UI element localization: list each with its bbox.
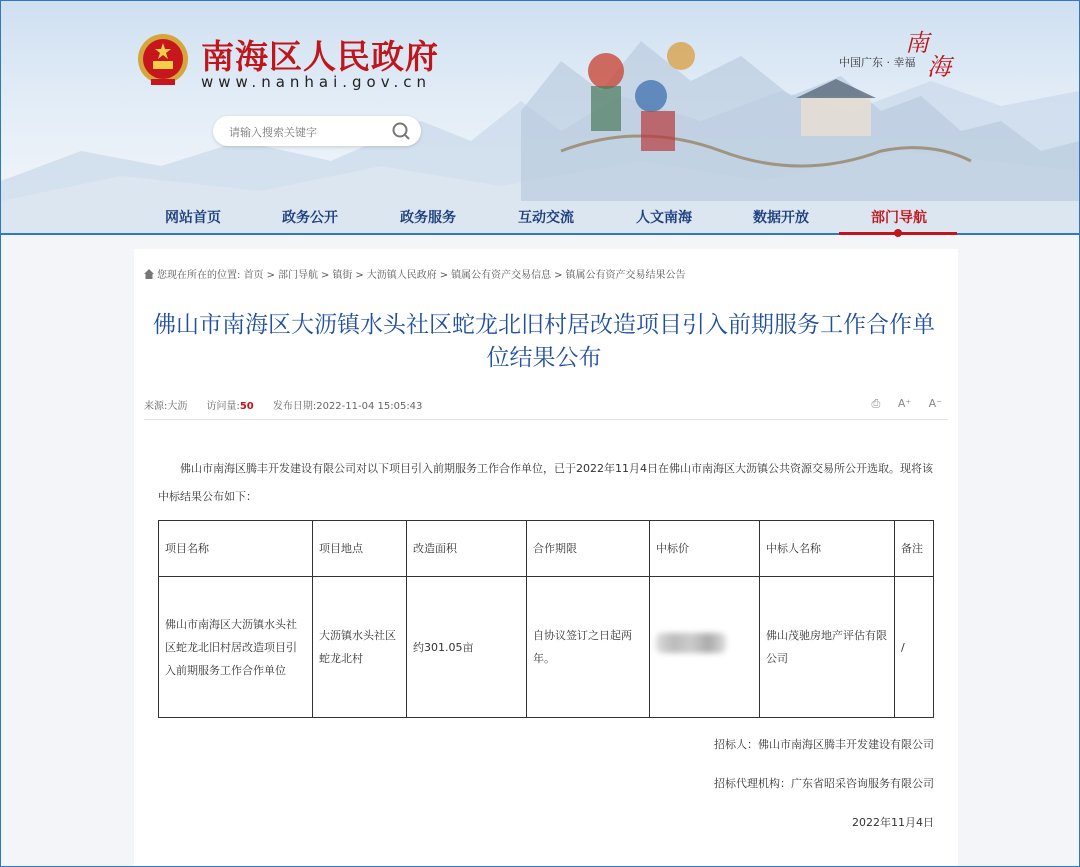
breadcrumb-departments[interactable]: 部门导航	[277, 270, 318, 281]
table-cell-location: 大沥镇水头社区蛇龙北村	[313, 577, 407, 718]
article-tools	[858, 397, 943, 411]
table-header: 中标价	[650, 521, 760, 577]
table-header: 项目名称	[159, 521, 313, 577]
nav-open-data[interactable]: 数据开放	[753, 210, 809, 226]
nav-services[interactable]: 政务服务	[400, 210, 456, 226]
search-box	[213, 116, 421, 146]
article-title: 佛山市南海区大沥镇水头社区蛇龙北旧村居改造项目引入前期服务工作合作单位结果公布	[153, 312, 935, 371]
site-title[interactable]: 南海区人民政府	[201, 37, 439, 76]
search-input[interactable]	[227, 122, 381, 142]
agency-line: 招标代理机构：广东省昭采咨询服务有限公司	[714, 777, 934, 790]
search-icon[interactable]	[391, 121, 411, 141]
slogan: 中国广东 · 幸福	[839, 56, 916, 69]
nav-interaction[interactable]: 互动交流	[518, 210, 574, 226]
table-header: 改造面积	[407, 521, 527, 577]
breadcrumb-asset-trade[interactable]: 镇属公有资产交易信息	[451, 270, 552, 281]
main-nav	[1, 201, 1079, 233]
nav-gov-affairs[interactable]: 政务公开	[282, 210, 338, 226]
table-row	[159, 577, 934, 718]
table-cell-remark: /	[895, 577, 934, 718]
breadcrumb-trade-results[interactable]: 镇属公有资产交易结果公告	[565, 270, 686, 281]
breadcrumb: 您现在所在的位置: 首页 > 部门导航 > 镇街 > 大沥镇人民政府 > 镇属公有资产交易信息 > 镇属公有资产交易结果公告	[144, 266, 686, 281]
source-label: 来源:	[144, 401, 168, 412]
nav-home[interactable]: 网站首页	[165, 210, 221, 226]
table-header: 备注	[895, 521, 934, 577]
home-icon	[144, 269, 154, 279]
breadcrumb-home[interactable]: 首页	[243, 270, 264, 281]
date-label: 发布日期:	[272, 401, 317, 412]
result-table	[158, 520, 934, 718]
source-value: 大沥	[167, 401, 188, 412]
svg-text:海: 海	[927, 53, 951, 81]
font-increase-button[interactable]: A⁺	[897, 397, 912, 410]
table-cell-area: 约301.05亩	[407, 577, 527, 718]
site-header	[1, 1, 1079, 233]
article-panel	[134, 249, 958, 867]
site-url[interactable]: www.nanhai.gov.cn	[201, 73, 431, 91]
nav-culture[interactable]: 人文南海	[636, 210, 692, 226]
font-decrease-button[interactable]: A⁻	[928, 397, 942, 410]
signature-date: 2022年11月4日	[852, 816, 934, 829]
tenderer-line: 招标人：佛山市南海区腾丰开发建设有限公司	[714, 738, 934, 751]
nav-active-dot	[894, 229, 902, 237]
publish-date: 2022-11-04 15:05:43	[316, 401, 423, 412]
table-header-row	[159, 521, 934, 577]
table-header: 中标人名称	[760, 521, 895, 577]
svg-text:南: 南	[905, 29, 929, 57]
nanhai-calligraphy-logo	[901, 23, 961, 83]
nav-departments[interactable]: 部门导航	[871, 210, 927, 226]
table-cell-winner: 佛山茂驰房地产评估有限公司	[760, 577, 895, 718]
table-cell-price	[650, 577, 760, 718]
table-cell-project: 佛山市南海区大沥镇水头社区蛇龙北旧村居改造项目引入前期服务工作合作单位	[159, 577, 313, 718]
table-header: 合作期限	[527, 521, 650, 577]
table-header: 项目地点	[313, 521, 407, 577]
views-count: 50	[239, 401, 254, 412]
print-icon[interactable]: ⎙	[871, 397, 881, 410]
national-emblem-icon	[136, 31, 190, 89]
article-paragraph: 佛山市南海区腾丰开发建设有限公司对以下项目引入前期服务工作合作单位，已于2022年11月4日在佛山市南海区大沥镇公共资源交易所公开选取。现将该中标结果公布如下：	[158, 462, 933, 503]
views-label: 访问量:	[206, 401, 240, 412]
redacted-price	[656, 633, 726, 653]
meta-divider	[144, 419, 948, 420]
breadcrumb-dali-gov[interactable]: 大沥镇人民政府	[366, 270, 437, 281]
table-cell-term: 自协议签订之日起两年。	[527, 577, 650, 718]
breadcrumb-towns[interactable]: 镇街	[332, 270, 353, 281]
breadcrumb-prefix: 您现在所在的位置:	[157, 270, 241, 281]
article-meta	[144, 397, 422, 412]
